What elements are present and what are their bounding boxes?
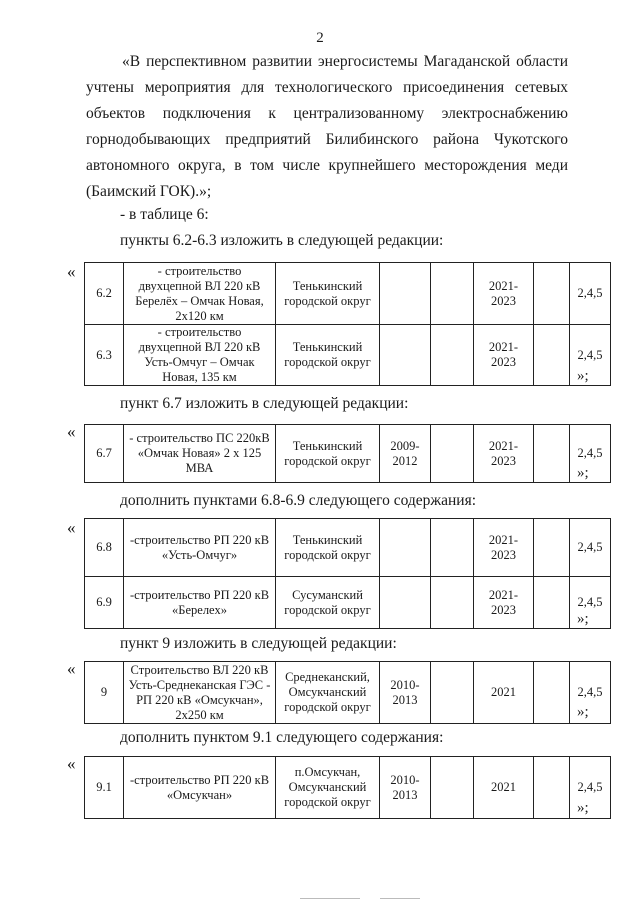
table-block-4 — [84, 661, 611, 724]
table-row — [85, 325, 611, 386]
intro-paragraph — [86, 49, 568, 205]
close-quote: »; — [577, 368, 589, 384]
table-block-1 — [84, 262, 611, 386]
close-quote: »; — [577, 704, 589, 720]
scan-mark — [300, 898, 360, 899]
intro-line: «В перспективном развитии энергосистемы Магаданской области — [122, 53, 568, 70]
cell-codes: 2,4,5 — [570, 662, 611, 724]
table-row — [85, 425, 611, 483]
table-row — [85, 263, 611, 325]
cell-c4 — [380, 577, 431, 629]
cell-c7 — [534, 577, 570, 629]
table-block-3 — [84, 518, 611, 629]
cell-c5 — [431, 263, 474, 325]
cell-c4 — [380, 519, 431, 577]
table-block-5 — [84, 756, 611, 819]
open-quote: « — [67, 754, 76, 773]
cell-c7 — [534, 425, 570, 483]
cell-codes: 2,4,5 — [570, 519, 611, 577]
cell-c7 — [534, 325, 570, 386]
cell-codes: 2,4,5 — [570, 325, 611, 386]
cell-c7 — [534, 662, 570, 724]
cell-c4: 2009- 2012 — [380, 425, 431, 483]
cell-num: 6.3 — [85, 325, 124, 386]
cell-location: Среднеканский, Омсукчанский городской округ — [276, 662, 380, 724]
cell-c5 — [431, 425, 474, 483]
cell-num: 6.2 — [85, 263, 124, 325]
cell-num: 6.8 — [85, 519, 124, 577]
cell-num: 9.1 — [85, 757, 124, 819]
intro-line: объектов подключения к централизованному электроснабжению — [86, 105, 568, 122]
cell-location: Сусуманский городской округ — [276, 577, 380, 629]
cell-location: Тенькинский городской округ — [276, 263, 380, 325]
close-quote: »; — [577, 465, 589, 481]
table-row — [85, 757, 611, 819]
page-number: 2 — [316, 30, 324, 46]
cell-object: -строительство РП 220 кВ «Берелех» — [124, 577, 276, 629]
cell-c7 — [534, 757, 570, 819]
cell-period: 2021- 2023 — [474, 425, 534, 483]
cell-object: -строительство РП 220 кВ «Омсукчан» — [124, 757, 276, 819]
cell-period: 2021- 2023 — [474, 519, 534, 577]
intro-line: горнодобывающих предприятий Билибинского района Чукотского — [86, 131, 568, 148]
cell-c4 — [380, 325, 431, 386]
cell-num: 6.9 — [85, 577, 124, 629]
cell-c4: 2010- 2013 — [380, 757, 431, 819]
cell-c5 — [431, 662, 474, 724]
label-items-6-8-6-9: дополнить пунктами 6.8-6.9 следующего содержания: — [120, 492, 477, 509]
cell-num: 6.7 — [85, 425, 124, 483]
cell-object: Строительство ВЛ 220 кВ Усть-Среднеканская ГЭС - РП 220 кВ «Омсукчан», 2х250 км — [124, 662, 276, 724]
label-item-6-7: пункт 6.7 изложить в следующей редакции: — [120, 395, 409, 412]
intro-line: учтены мероприятия для технологического присоединения сетевых — [86, 79, 568, 96]
cell-c7 — [534, 519, 570, 577]
cell-period: 2021- 2023 — [474, 325, 534, 386]
cell-c4 — [380, 263, 431, 325]
cell-c5 — [431, 519, 474, 577]
cell-object: - строительство двухцепной ВЛ 220 кВ Усть-Омчуг – Омчак Новая, 135 км — [124, 325, 276, 386]
label-in-table: - в таблице 6: — [120, 206, 209, 223]
label-item-9: пункт 9 изложить в следующей редакции: — [120, 635, 397, 652]
cell-c7 — [534, 263, 570, 325]
open-quote: « — [67, 262, 76, 281]
table-row — [85, 519, 611, 577]
cell-num: 9 — [85, 662, 124, 724]
close-quote: »; — [577, 800, 589, 816]
label-item-9-1: дополнить пунктом 9.1 следующего содержания: — [120, 729, 444, 746]
close-quote: »; — [577, 611, 589, 627]
cell-object: - строительство двухцепной ВЛ 220 кВ Берелёх – Омчак Новая, 2х120 км — [124, 263, 276, 325]
cell-object: -строительство РП 220 кВ «Усть-Омчуг» — [124, 519, 276, 577]
cell-codes: 2,4,5 — [570, 757, 611, 819]
open-quote: « — [67, 422, 76, 441]
table-row — [85, 662, 611, 724]
cell-c5 — [431, 757, 474, 819]
open-quote: « — [67, 518, 76, 537]
cell-location: Тенькинский городской округ — [276, 425, 380, 483]
cell-object: - строительство ПС 220кВ «Омчак Новая» 2 х 125 МВА — [124, 425, 276, 483]
cell-period: 2021- 2023 — [474, 577, 534, 629]
cell-codes: 2,4,5 — [570, 577, 611, 629]
cell-c4: 2010- 2013 — [380, 662, 431, 724]
cell-codes: 2,4,5 — [570, 425, 611, 483]
cell-period: 2021 — [474, 662, 534, 724]
cell-c5 — [431, 325, 474, 386]
cell-period: 2021- 2023 — [474, 263, 534, 325]
table-row — [85, 577, 611, 629]
cell-location: Тенькинский городской округ — [276, 519, 380, 577]
cell-location: Тенькинский городской округ — [276, 325, 380, 386]
open-quote: « — [67, 659, 76, 678]
intro-line: автономного округа, в том числе крупнейшего месторождения меди — [86, 157, 568, 174]
label-items-6-2-6-3: пункты 6.2-6.3 изложить в следующей редакции: — [120, 232, 444, 249]
cell-period: 2021 — [474, 757, 534, 819]
cell-codes: 2,4,5 — [570, 263, 611, 325]
cell-location: п.Омсукчан, Омсукчанский городской округ — [276, 757, 380, 819]
cell-c5 — [431, 577, 474, 629]
intro-line: (Баимский ГОК).»; — [86, 183, 212, 200]
scan-mark — [380, 898, 420, 899]
table-block-2 — [84, 424, 611, 483]
